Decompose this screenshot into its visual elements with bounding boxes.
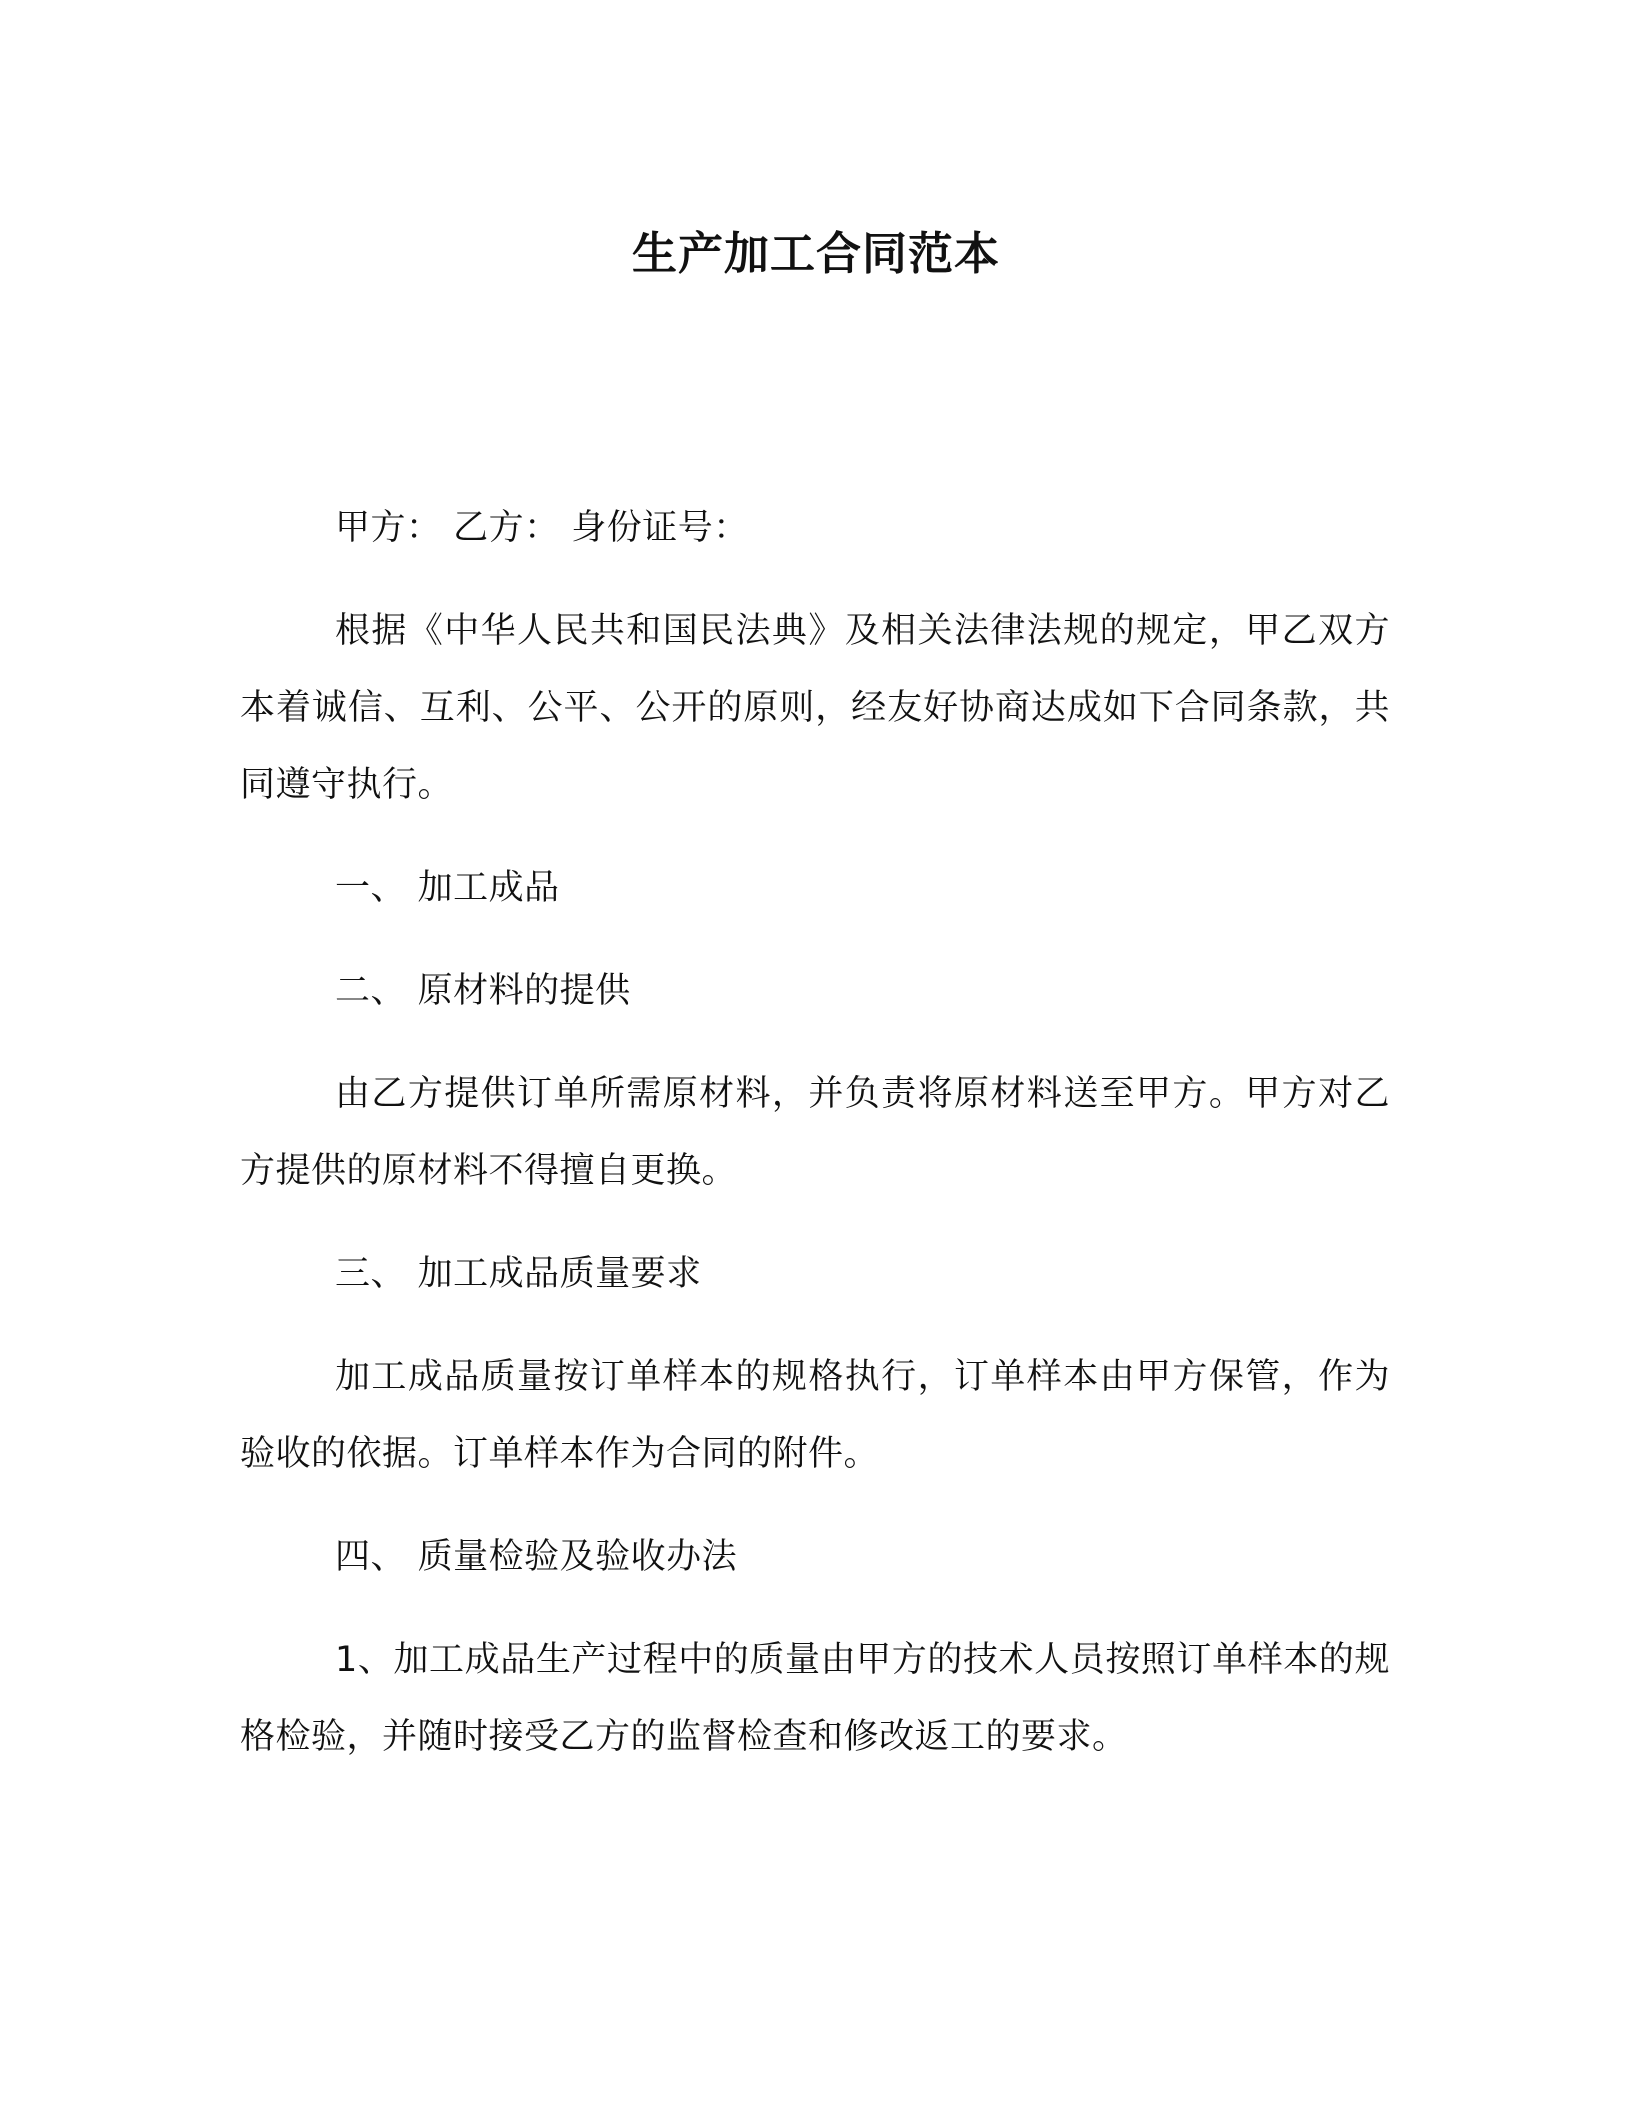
section-body-2: 由乙方提供订单所需原材料，并负责将原材料送至甲方。甲方对乙方提供的原材料不得擅自更换。 — [240, 1074, 1390, 1191]
section-heading-2: 二、 原材料的提供 — [335, 971, 631, 1011]
document-title: 生产加工合同范本 — [631, 227, 1000, 280]
section-heading-4: 四、 质量检验及验收办法 — [335, 1537, 738, 1577]
section-body-4-item-1: 1、加工成品生产过程中的质量由甲方的技术人员按照订单样本的规格检验，并随时接受乙方的监督检查和修改返工的要求。 — [240, 1640, 1390, 1757]
document-body — [240, 490, 1390, 1776]
section-heading-3: 三、 加工成品质量要求 — [335, 1254, 702, 1294]
parties-line: 甲方： 乙方： 身份证号： — [335, 508, 749, 548]
intro-paragraph: 根据《中华人民共和国民法典》及相关法律法规的规定，甲乙双方本着诚信、互利、公平、公开的原则，经友好协商达成如下合同条款，共同遵守执行。 — [240, 611, 1390, 805]
section-body-3: 加工成品质量按订单样本的规格执行，订单样本由甲方保管，作为验收的依据。订单样本作为合同的附件。 — [240, 1357, 1390, 1474]
section-heading-1: 一、 加工成品 — [335, 868, 560, 908]
